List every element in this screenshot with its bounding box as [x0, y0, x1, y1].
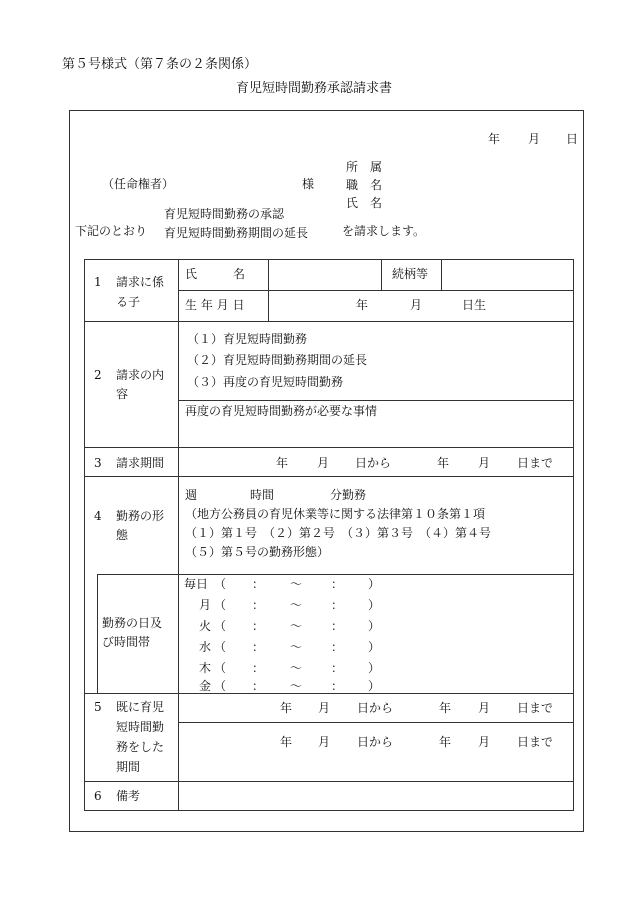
remarks-field[interactable]	[179, 782, 573, 810]
request-option-approval: 育児短時間勤務の承認	[164, 207, 285, 221]
s4-label-line1: 勤務の形	[116, 509, 165, 523]
law-item-5: （５）第５号の勤務形態）	[185, 545, 330, 559]
day-label: 金	[199, 679, 212, 693]
s2-option-3[interactable]: （３）再度の育児短時間勤務	[187, 375, 344, 389]
tilde: ～	[290, 661, 303, 675]
child-name-field[interactable]	[269, 260, 380, 289]
day-label: 水	[199, 640, 212, 654]
minutes-label: 分勤務	[330, 488, 367, 502]
law-items: （１）第１号 （２）第２号 （３）第３号 （４）第４号	[185, 526, 492, 540]
s3-year2: 年	[437, 456, 450, 470]
open-paren: （	[214, 661, 227, 675]
s5-month: 月	[478, 701, 491, 715]
schedule-label-line2: び時間帯	[102, 635, 151, 649]
colon: ：	[252, 577, 265, 591]
close-paren: ）	[368, 577, 381, 591]
birthdate-label: 生 年 月 日	[185, 298, 245, 312]
s5-month: 月	[318, 701, 331, 715]
colon: ：	[331, 598, 344, 612]
colon: ：	[331, 661, 344, 675]
birth-year: 年	[356, 298, 369, 312]
law-reference: （地方公務員の育児休業等に関する法律第１０条第１項	[185, 507, 486, 521]
s1-number: 1	[94, 275, 102, 289]
week-label: 週	[185, 488, 198, 502]
close-paren: ）	[368, 619, 381, 633]
s5-label-line1: 既に育児	[116, 700, 165, 714]
day-label: 毎日	[184, 577, 209, 591]
birth-day: 日生	[462, 298, 487, 312]
date-year-label: 年	[488, 132, 501, 146]
s5-year: 年	[439, 735, 452, 749]
s5-from: 日から	[357, 735, 394, 749]
page-title: 育児短時間勤務承認請求書	[236, 81, 393, 96]
colon: ：	[331, 640, 344, 654]
relation-field[interactable]	[442, 260, 573, 289]
s5-year: 年	[439, 701, 452, 715]
s5-until: 日まで	[517, 735, 554, 749]
s3-until: 日まで	[517, 456, 554, 470]
open-paren: （	[214, 619, 227, 633]
colon: ：	[252, 598, 265, 612]
date-month-label: 月	[528, 132, 541, 146]
name-label: 氏 名	[346, 196, 383, 210]
s5-label-line2: 短時間勤	[116, 720, 165, 734]
s5-label-line3: 務をした	[116, 740, 165, 754]
s2-number: 2	[94, 368, 102, 382]
tilde: ～	[290, 679, 303, 693]
s1-label-line1: 請求に係	[116, 275, 165, 289]
day-label: 木	[199, 661, 212, 675]
s2-label-line2: 容	[116, 387, 129, 401]
close-paren: ）	[368, 640, 381, 654]
close-paren: ）	[368, 661, 381, 675]
date-day-label: 日	[566, 132, 579, 146]
open-paren: （	[214, 577, 227, 591]
s4-number: 4	[94, 509, 102, 523]
request-prefix: 下記のとおり	[75, 224, 148, 238]
open-paren: （	[214, 679, 227, 693]
birth-month: 月	[410, 298, 423, 312]
colon: ：	[331, 577, 344, 591]
schedule-label-line1: 勤務の日及	[102, 616, 163, 630]
s5-year: 年	[280, 701, 293, 715]
hours-label: 時間	[250, 488, 275, 502]
s5-month: 月	[318, 735, 331, 749]
s5-number: 5	[94, 700, 102, 714]
s3-month1: 月	[317, 456, 330, 470]
tilde: ～	[290, 619, 303, 633]
close-paren: ）	[368, 598, 381, 612]
s3-number: 3	[94, 456, 102, 470]
request-option-extension: 育児短時間勤務期間の延長	[164, 226, 309, 240]
s3-label: 請求期間	[116, 456, 165, 470]
reason-label: 再度の育児短時間勤務が必要な事情	[185, 404, 378, 418]
colon: ：	[252, 679, 265, 693]
s1-label-line2: る子	[116, 295, 141, 309]
tilde: ～	[290, 577, 303, 591]
request-suffix: を請求します。	[342, 224, 426, 238]
appointer-label: （任命権者）	[102, 177, 175, 191]
tilde: ～	[290, 640, 303, 654]
child-name-label: 氏 名	[185, 267, 246, 281]
s5-from: 日から	[357, 701, 394, 715]
colon: ：	[252, 619, 265, 633]
colon: ：	[331, 679, 344, 693]
s2-label-line1: 請求の内	[116, 368, 165, 382]
s2-option-2[interactable]: （２）育児短時間勤務期間の延長	[187, 353, 368, 367]
s5-label-line4: 期間	[116, 760, 141, 774]
colon: ：	[252, 661, 265, 675]
s3-from: 日から	[355, 456, 392, 470]
affiliation-label: 所 属	[346, 160, 383, 174]
sama-label: 様	[302, 177, 315, 191]
relation-label: 続柄等	[392, 267, 429, 281]
form-number: 第５号様式（第７条の２条関係）	[62, 57, 258, 72]
s5-month: 月	[478, 735, 491, 749]
s2-option-1[interactable]: （１）育児短時間勤務	[187, 332, 308, 346]
s3-year1: 年	[276, 456, 289, 470]
position-label: 職 名	[346, 178, 383, 192]
close-paren: ）	[368, 679, 381, 693]
s6-label: 備考	[116, 789, 141, 803]
s5-year: 年	[280, 735, 293, 749]
day-label: 月	[199, 598, 212, 612]
tilde: ～	[290, 598, 303, 612]
day-label: 火	[199, 619, 212, 633]
s3-month2: 月	[478, 456, 491, 470]
s4-label-line2: 態	[116, 528, 129, 542]
s5-until: 日まで	[517, 701, 554, 715]
open-paren: （	[214, 598, 227, 612]
s6-number: 6	[94, 789, 102, 803]
colon: ：	[252, 640, 265, 654]
colon: ：	[331, 619, 344, 633]
open-paren: （	[214, 640, 227, 654]
